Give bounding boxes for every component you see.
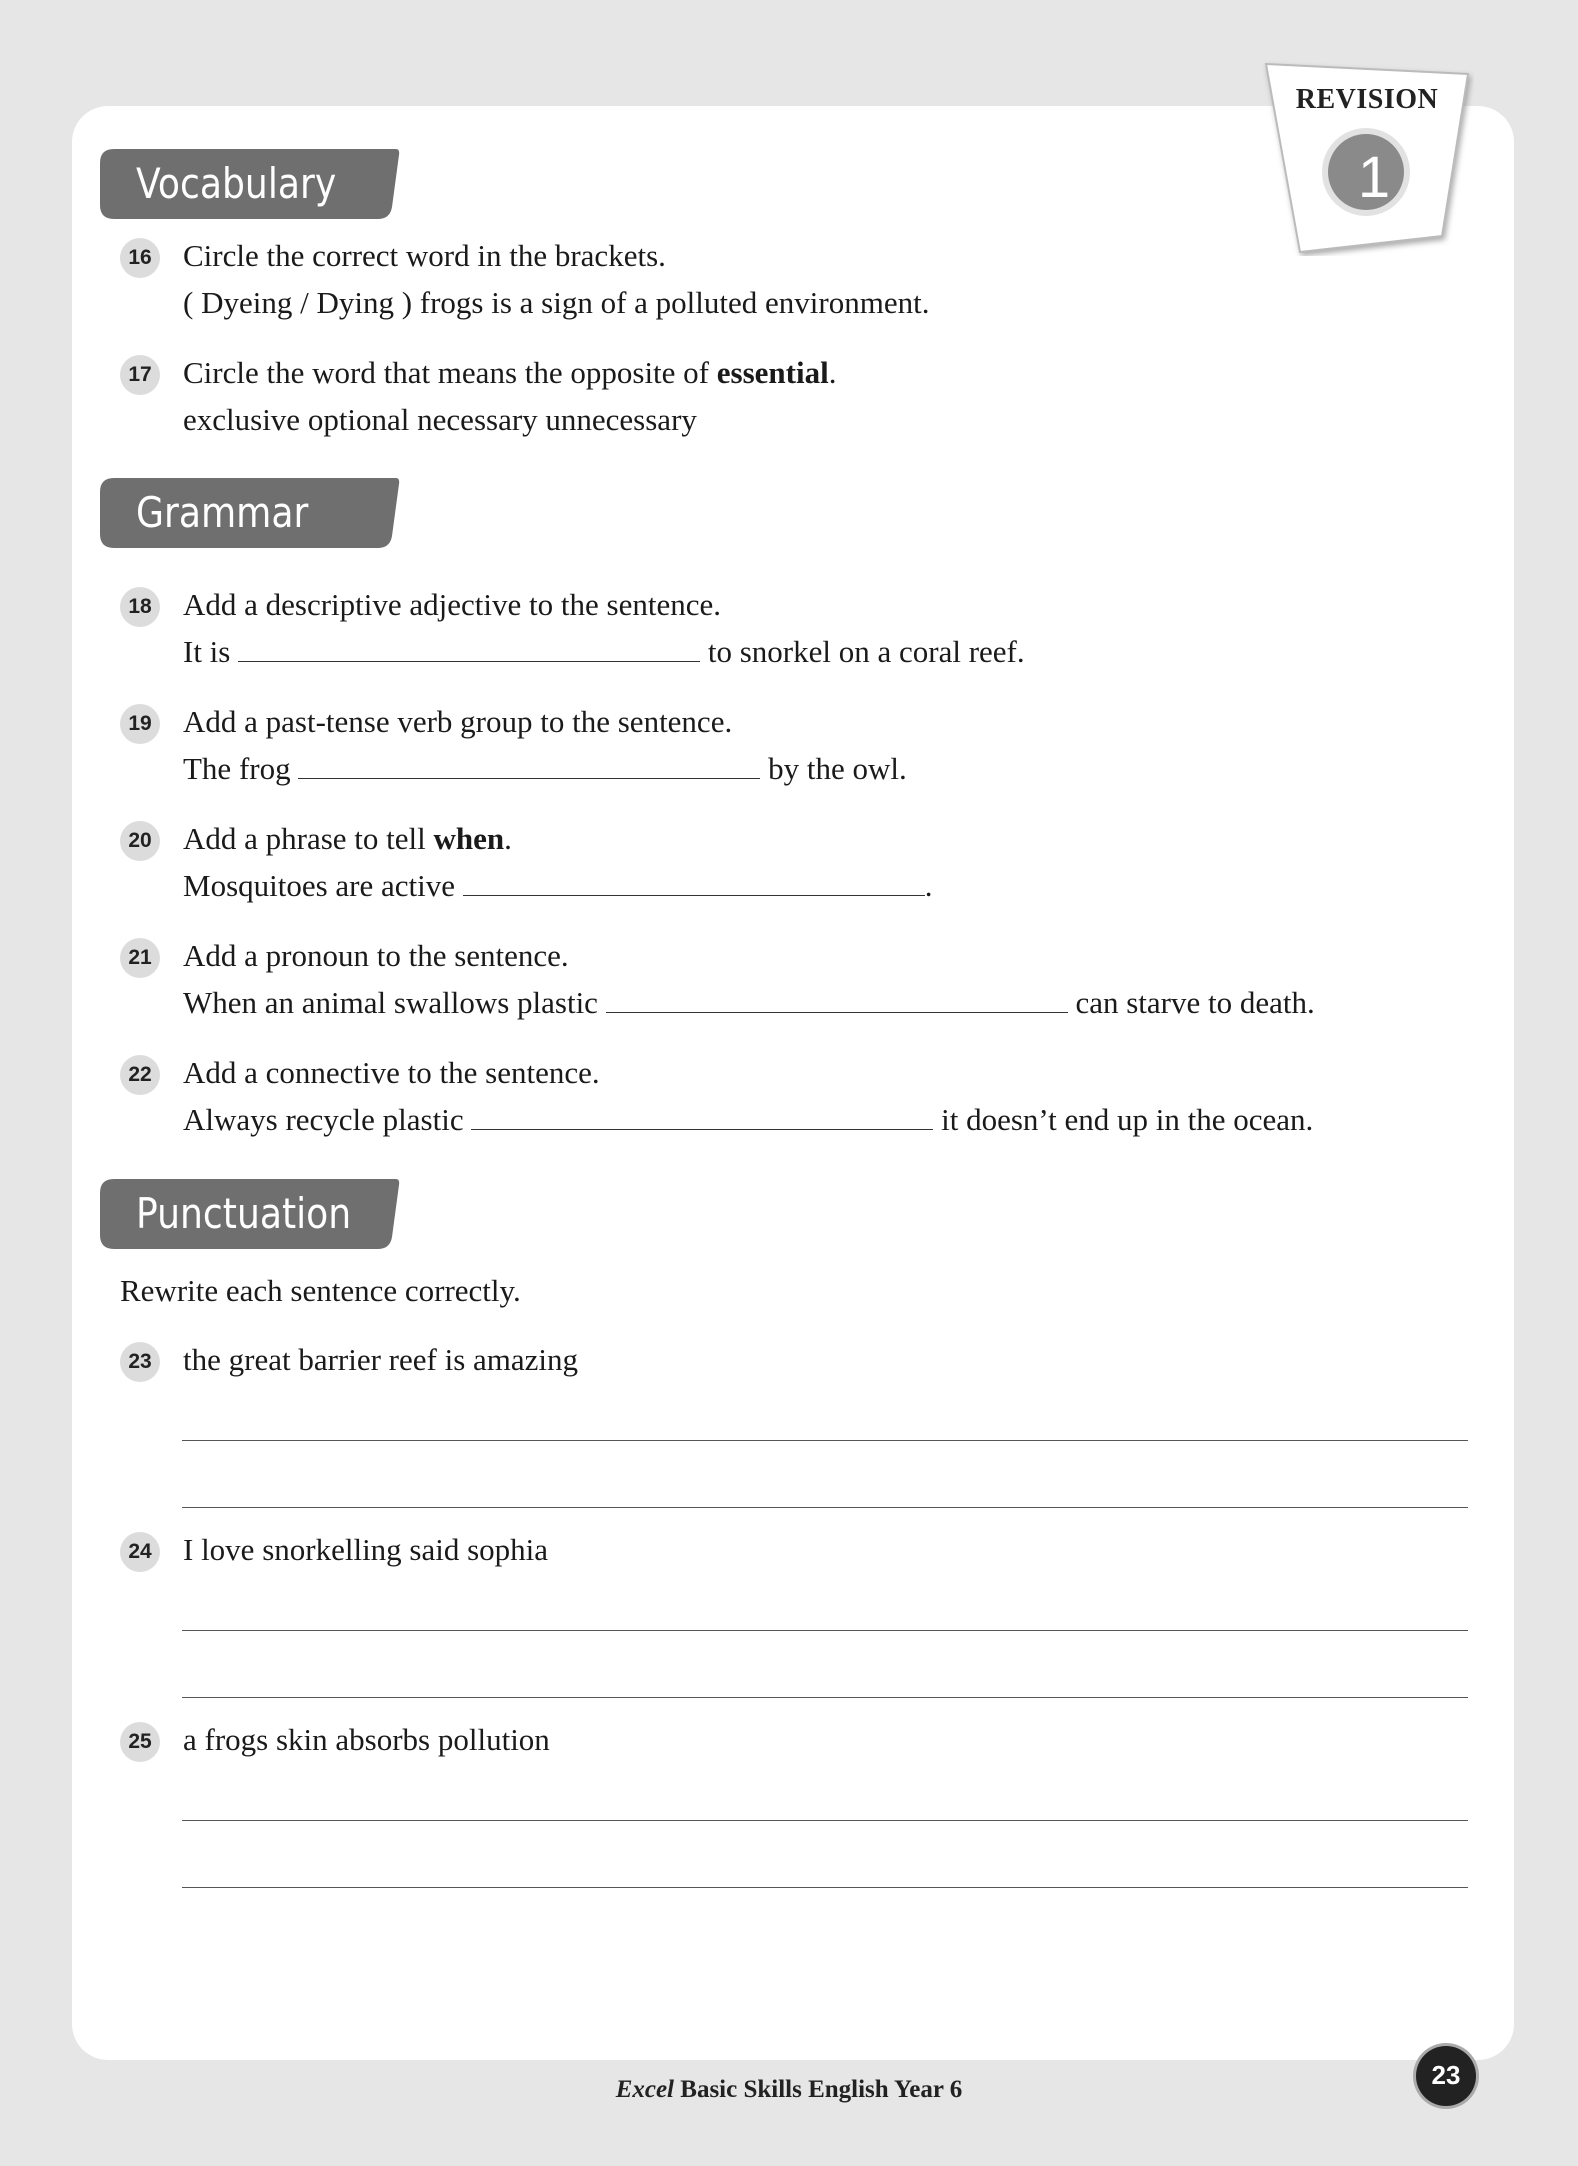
question-sentence: a frogs skin absorbs pollution <box>183 1722 550 1757</box>
question-instruction: Circle the word that means the opposite of essential. <box>183 355 837 390</box>
question-instruction: Add a descriptive adjective to the sentence. <box>183 587 721 622</box>
question-sentence: the great barrier reef is amazing <box>183 1342 579 1377</box>
question-number: 25 <box>120 1722 160 1762</box>
question-number: 18 <box>120 587 160 627</box>
answer-blank[interactable] <box>298 752 760 779</box>
punctuation-instruction: Rewrite each sentence correctly. <box>120 1273 521 1308</box>
answer-line[interactable] <box>182 1820 1468 1821</box>
answer-line[interactable] <box>182 1440 1468 1441</box>
question-sentence: The frog by the owl. <box>183 751 907 786</box>
question-sentence: I love snorkelling said sophia <box>183 1532 549 1567</box>
question-number: 22 <box>120 1055 160 1095</box>
question-number: 17 <box>120 355 160 395</box>
question-instruction: Add a phrase to tell when. <box>183 821 512 856</box>
question-instruction: Add a connective to the sentence. <box>183 1055 600 1090</box>
answer-blank[interactable] <box>463 869 925 896</box>
question-body: exclusive optional necessary unnecessary <box>183 402 697 437</box>
question-sentence: It is to snorkel on a coral reef. <box>183 634 1025 669</box>
question-instruction: Add a past-tense verb group to the sentence. <box>183 704 733 739</box>
question-sentence: Always recycle plastic it doesn’t end up in the ocean. <box>183 1102 1314 1137</box>
question-number: 19 <box>120 704 160 744</box>
section-grammar <box>100 478 400 548</box>
question-sentence: When an animal swallows plastic can starve to death. <box>183 985 1315 1020</box>
question-sentence: Mosquitoes are active . <box>183 868 933 903</box>
footer-title: Excel Basic Skills English Year 6 <box>615 2076 963 2103</box>
section-punctuation <box>100 1179 400 1249</box>
badge-number: 1 <box>1357 145 1391 210</box>
answer-line[interactable] <box>182 1630 1468 1631</box>
section-title: Vocabulary <box>136 159 337 208</box>
section-title: Grammar <box>136 488 309 537</box>
revision-badge <box>1262 60 1474 256</box>
question-number: 20 <box>120 821 160 861</box>
answer-blank[interactable] <box>471 1103 933 1130</box>
answer-blank[interactable] <box>238 635 700 662</box>
question-number: 23 <box>120 1342 160 1382</box>
question-body: ( Dyeing / Dying ) frogs is a sign of a polluted environment. <box>183 285 930 320</box>
question-number: 24 <box>120 1532 160 1572</box>
badge-label: REVISION <box>1295 84 1439 115</box>
answer-line[interactable] <box>182 1697 1468 1698</box>
question-number: 16 <box>120 238 160 278</box>
page-number: 23 <box>1416 2046 1476 2106</box>
answer-line[interactable] <box>182 1887 1468 1888</box>
section-vocabulary <box>100 149 400 219</box>
question-instruction: Add a pronoun to the sentence. <box>183 938 569 973</box>
question-number: 21 <box>120 938 160 978</box>
answer-line[interactable] <box>182 1507 1468 1508</box>
answer-blank[interactable] <box>606 986 1068 1013</box>
section-title: Punctuation <box>136 1189 352 1238</box>
question-instruction: Circle the correct word in the brackets. <box>183 238 666 273</box>
